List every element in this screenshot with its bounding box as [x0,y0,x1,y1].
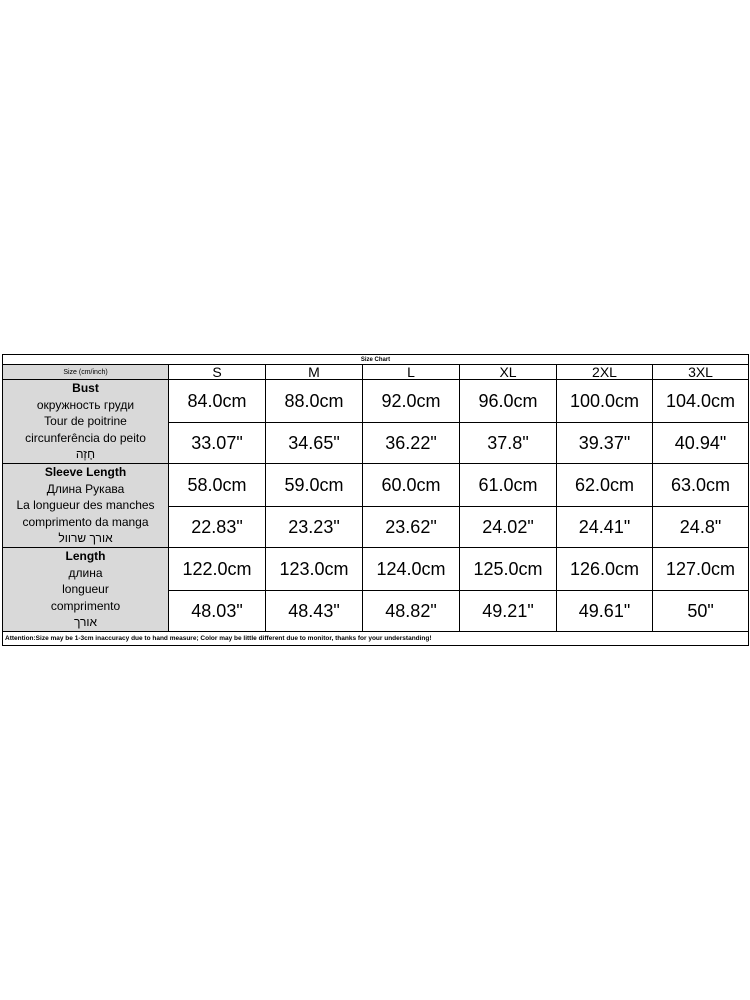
sleeve-inch-3xl: 24.8" [653,507,749,548]
size-header-xl: XL [460,365,557,380]
bust-inch-m: 34.65" [266,423,363,464]
sleeve-cm-s: 58.0cm [169,464,266,507]
bust-label-fr: Tour de poitrine [44,414,127,429]
size-header-3xl: 3XL [653,365,749,380]
length-inch-m: 48.43" [266,591,363,632]
size-header-2xl: 2XL [557,365,653,380]
sleeve-label-he: אורך שרוול [58,531,113,546]
bust-label-pt: circunferência do peito [25,430,146,445]
length-label [3,548,169,632]
title-row [3,355,749,365]
length-label-ru: длина [68,565,103,580]
length-cm-s: 122.0cm [169,548,266,591]
length-label-pt: comprimento [50,598,121,613]
bust-cm-xl: 96.0cm [460,380,557,423]
sleeve-cm-l: 60.0cm [363,464,460,507]
bust-inch-2xl: 39.37" [557,423,653,464]
length-label-he: אורך [73,615,98,630]
bust-cm-2xl: 100.0cm [557,380,653,423]
sleeve-label-ru: Длина Рукава [46,481,125,496]
length-cm-row [3,548,749,591]
bust-cm-row [3,380,749,423]
length-label-en: Length [65,549,106,564]
length-inch-s: 48.03" [169,591,266,632]
bust-label-he: חָזֶה [75,447,96,462]
bust-cm-s: 84.0cm [169,380,266,423]
sleeve-label [3,464,169,548]
chart-title: Size Chart [3,355,749,365]
bust-inch-l: 36.22" [363,423,460,464]
size-header-s: S [169,365,266,380]
sleeve-inch-2xl: 24.41" [557,507,653,548]
sleeve-cm-row [3,464,749,507]
bust-inch-xl: 37.8" [460,423,557,464]
sleeve-inch-l: 23.62" [363,507,460,548]
bust-inch-s: 33.07" [169,423,266,464]
length-cm-2xl: 126.0cm [557,548,653,591]
bust-cm-l: 92.0cm [363,380,460,423]
length-cm-xl: 125.0cm [460,548,557,591]
bust-label-ru: окружность груди [36,397,135,412]
length-inch-2xl: 49.61" [557,591,653,632]
length-label-fr: longueur [62,582,109,597]
size-header-m: M [266,365,363,380]
length-inch-3xl: 50" [653,591,749,632]
sleeve-cm-2xl: 62.0cm [557,464,653,507]
bust-label-en: Bust [72,381,99,396]
attention-note: Attention:Size may be 1-3cm inaccuracy due to hand measure; Color may be little different due to monitor, thanks for your understanding! [3,632,749,646]
length-inch-xl: 49.21" [460,591,557,632]
length-cm-3xl: 127.0cm [653,548,749,591]
bust-cm-3xl: 104.0cm [653,380,749,423]
size-chart-table [2,354,749,646]
size-header-l: L [363,365,460,380]
sleeve-cm-m: 59.0cm [266,464,363,507]
size-unit-label: Size (cm/inch) [3,365,169,380]
sleeve-inch-s: 22.83" [169,507,266,548]
sleeve-inch-m: 23.23" [266,507,363,548]
sleeve-label-pt: comprimento da manga [22,514,149,529]
note-row [3,632,749,646]
sleeve-cm-xl: 61.0cm [460,464,557,507]
sleeve-label-fr: La longueur des manches [16,498,155,513]
length-inch-l: 48.82" [363,591,460,632]
sleeve-cm-3xl: 63.0cm [653,464,749,507]
bust-inch-3xl: 40.94" [653,423,749,464]
bust-cm-m: 88.0cm [266,380,363,423]
length-cm-m: 123.0cm [266,548,363,591]
sleeve-label-en: Sleeve Length [44,465,127,480]
bust-label [3,380,169,464]
header-row [3,365,749,380]
length-cm-l: 124.0cm [363,548,460,591]
sleeve-inch-xl: 24.02" [460,507,557,548]
